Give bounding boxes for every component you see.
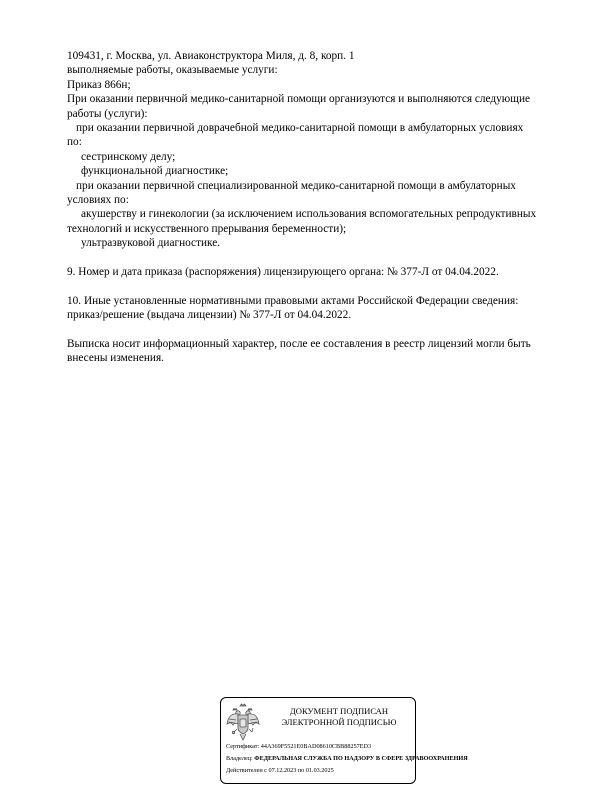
- validity-label: Действителен с: [226, 767, 267, 774]
- pre-medical-care-line1: при оказании первичной доврачебной медико-санитарной помощи в амбулаторных условиях: [76, 122, 524, 135]
- stamp-title-line1: ДОКУМЕНТ ПОДПИСАН: [289, 706, 389, 716]
- service-item-nursing: сестринскому делу;: [81, 150, 176, 163]
- specialized-care-line2: условиях по:: [67, 194, 129, 207]
- stamp-validity: [226, 767, 466, 775]
- disclaimer-line1: Выписка носит информационный характер, после ее составления в реестр лицензий могли быть: [67, 338, 531, 351]
- validity-sep: по: [297, 767, 305, 774]
- certificate-value: 44A369F5521E0BAD08610CBB88257ED3: [260, 743, 372, 750]
- primary-care-intro-line1: При оказании первичной медико-санитарной помощи организуются и выполняются следующие: [67, 93, 531, 106]
- item-10-line1: 10. Иные установленные нормативными правовыми актами Российской Федерации сведения:: [67, 294, 519, 307]
- service-item-obstetrics-line1: акушерству и гинекологии (за исключением использования вспомогательных репродуктивных: [81, 208, 537, 221]
- russian-coat-of-arms-icon: [226, 702, 260, 742]
- stamp-owner: [226, 755, 466, 763]
- item-10-line2: приказ/решение (выдача лицензии) № 377-Л от 04.04.2022.: [67, 309, 352, 322]
- stamp-certificate: [226, 743, 466, 751]
- service-item-functional-diagnostics: функциональной диагностике;: [81, 165, 229, 178]
- works-services-heading: выполняемые работы, оказываемые услуги:: [67, 64, 278, 77]
- order-reference: Приказ 866н;: [67, 78, 131, 91]
- certificate-label: Сертификат:: [226, 743, 260, 750]
- license-extract-text: [67, 49, 577, 366]
- validity-from: 07.12.2023: [268, 767, 297, 774]
- service-item-ultrasound: ультразвуковой диагностике.: [81, 237, 221, 250]
- primary-care-intro-line2: работы (услуги):: [67, 107, 148, 120]
- electronic-signature-stamp: [220, 697, 468, 784]
- pre-medical-care-line2: по:: [67, 136, 82, 149]
- item-9-order-number: 9. Номер и дата приказа (распоряжения) лицензирующего органа: № 377-Л от 04.04.2022.: [67, 266, 499, 279]
- service-item-obstetrics-line2: технологий и искусственного прерывания беременности);: [67, 222, 347, 235]
- specialized-care-line1: при оказании первичной специализированной медико-санитарной помощи в амбулаторных: [76, 179, 516, 192]
- address-line: 109431, г. Москва, ул. Авиаконструктора Миля, д. 8, корп. 1: [67, 50, 355, 62]
- owner-value: ФЕДЕРАЛЬНАЯ СЛУЖБА ПО НАДЗОРУ В СФЕРЕ ЗДРАВООХРАНЕНИЯ: [254, 755, 468, 762]
- owner-label: Владелец:: [226, 755, 253, 762]
- validity-to: 01.03.2025: [305, 767, 334, 774]
- stamp-title: [265, 706, 413, 728]
- stamp-title-line2: ЭЛЕКТРОННОЙ ПОДПИСЬЮ: [281, 717, 397, 727]
- disclaimer-line2: внесены изменения.: [67, 352, 164, 365]
